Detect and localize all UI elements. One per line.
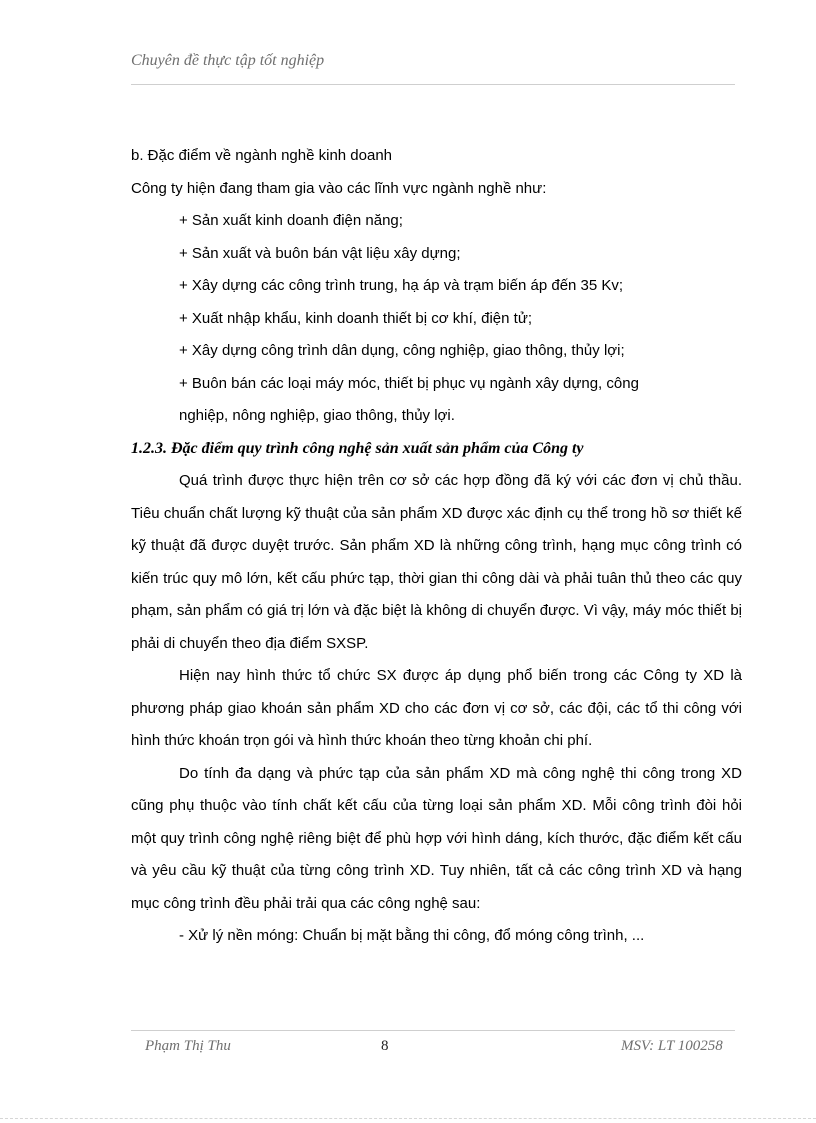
page-bottom-edge: [0, 1118, 816, 1119]
page-number: 8: [381, 1038, 389, 1054]
list-item: + Buôn bán các loại máy móc, thiết bị phục vụ ngành xây dựng, công: [179, 374, 639, 392]
paragraph: Hiện nay hình thức tổ chức SX được áp dụng phổ biến trong các Công ty XD là phương pháp giao khoán sản phẩm XD cho các đơn vị cơ sở, các đội, các tổ thi công với hình thức khoán trọn gói và hình thức khoán theo từng khoản chi phí.: [131, 667, 742, 749]
section-heading: 1.2.3. Đặc điểm quy trình công nghệ sản xuất sản phẩm của Công ty: [131, 439, 584, 457]
paragraph: Do tính đa dạng và phức tạp của sản phẩm XD mà công nghệ thi công trong XD cũng phụ thuộc vào tính chất kết cấu của từng loại sản phẩm XD. Mỗi công trình đòi hỏi một quy trình công nghệ riêng biệt để phù hợp với hình dáng, kích thước, đặc điểm kết cấu và yêu cầu kỹ thuật của từng công trình XD. Tuy nhiên, tất cả các công trình XD và hạng mục công trình đều phải trải qua các công nghệ sau:: [131, 764, 742, 912]
footer-divider: [131, 1030, 735, 1031]
subheading: b. Đặc điểm về ngành nghề kinh doanh: [131, 147, 393, 164]
list-item: + Sản xuất kinh doanh điện năng;: [179, 212, 403, 229]
footer-student-id: MSV: LT 100258: [621, 1038, 723, 1054]
list-item: + Xây dựng công trình dân dụng, công nghiệp, giao thông, thủy lợi;: [179, 342, 625, 359]
dash-list-item: - Xử lý nền móng: Chuẩn bị mặt bằng thi công, đổ móng công trình, ...: [179, 927, 645, 944]
paragraph: Quá trình được thực hiện trên cơ sở các hợp đồng đã ký với các đơn vị chủ thầu. Tiêu chuẩn chất lượng kỹ thuật của sản phẩm XD được xác định cụ thể trong hồ sơ thiết kế kỹ thuật đã được duyệt trước. Sản phẩm XD là những công trình, hạng mục công trình có kiến trúc quy mô lớn, kết cấu phức tạp, thời gian thi công dài và phải tuân thủ theo các quy phạm, sản phẩm có giá trị lớn và đặc biệt là không di chuyển được. Vì vậy, máy móc thiết bị phải di chuyển theo địa điểm SXSP.: [131, 472, 742, 652]
footer-author: Phạm Thị Thu: [145, 1038, 231, 1054]
document-body: [131, 140, 742, 953]
running-header-title: Chuyên đề thực tập tốt nghiệp: [131, 52, 325, 69]
header-divider: [131, 84, 735, 85]
list-item-continuation: nghiệp, nông nghiệp, giao thông, thủy lợi.: [179, 407, 455, 424]
list-item: + Xuất nhập khẩu, kinh doanh thiết bị cơ khí, điện tử;: [179, 309, 533, 327]
list-item: + Sản xuất và buôn bán vật liệu xây dựng;: [179, 244, 461, 262]
list-item: + Xây dựng các công trình trung, hạ áp và trạm biến áp đến 35 Kv;: [179, 277, 624, 294]
intro-line: Công ty hiện đang tham gia vào các lĩnh vực ngành nghề như:: [131, 179, 547, 197]
